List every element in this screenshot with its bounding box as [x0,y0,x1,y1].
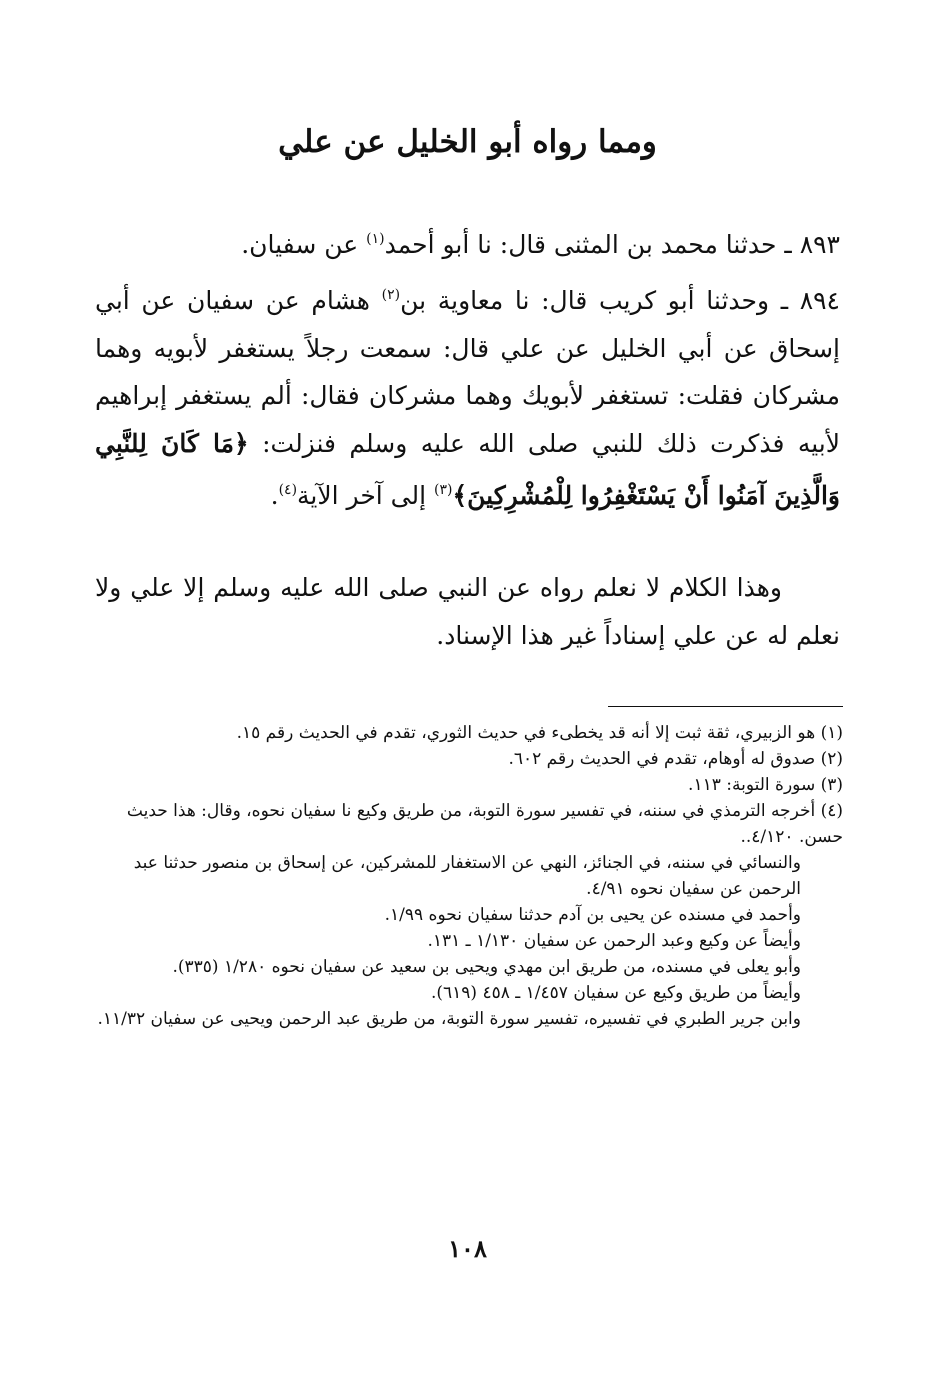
hadith-894-text-b: هشام عن سفيان عن أبي إسحاق عن أبي الخليل عن علي قال: سمعت رجلاً يستغفر لأبويه وهما مشركان فقلت: تستغفر لأبويك وهما مشركان فقال: ألم يستغفر إبراهيم لأبيه فذكرت ذلك للنبي صلى الله عليه وسلم فنزلت: [95,286,840,458]
quran-verse: ﴿مَا كَانَ لِلنَّبِي وَالَّذِينَ آمَنُوا أَنْ يَسْتَغْفِرُوا لِلْمُشْرِكِينَ﴾ [95,428,840,510]
footnote-4: (٤) أخرجه الترمذي في سننه، في تفسير سورة التوبة، من طريق وكيع نا سفيان نحوه، وقال: هذا حديث حسن. ٤/١٢٠.. [126,801,843,847]
page-number: ١٠٨ [448,1234,487,1263]
hadith-894-text-c: إلى آخر الآية [297,481,435,510]
footnote-divider [608,706,843,707]
footnote-ref-3[interactable]: (٣) [434,482,453,498]
footnote-4-nasai: والنسائي في سننه، في الجنائز، النهي عن الاستغفار للمشركين، عن إسحاق بن منصور حدثنا عبد الرحمن عن سفيان نحوه ٤/٩١. [133,853,801,899]
hadith-894-text-d: . [270,481,279,510]
hadith-893-text-b: عن سفيان. [241,230,367,259]
closing-remark: وهذا الكلام لا نعلم رواه عن النبي صلى الله عليه وسلم إلا علي ولا نعلم له عن علي إسناداً غير هذا الإسناد. [95,573,840,650]
hadith-893 [95,216,840,269]
footnote-3: (٣) سورة التوبة: ١١٣. [688,775,843,795]
footnote-ref-1[interactable]: (١) [366,231,385,247]
hadith-893-text-a: ٨٩٣ ـ حدثنا محمد بن المثنى قال: نا أبو أحمد [384,230,840,259]
footnote-4-abu-yala-2: وأيضاً من طريق وكيع عن سفيان ١/٤٥٧ ـ ٤٥٨ (٦١٩). [430,983,801,1003]
footnotes [95,720,843,1032]
section-heading: ومما رواه أبو الخليل عن علي [278,124,657,160]
footnote-2: (٢) صدوق له أوهام، تقدم في الحديث رقم ٦٠٢. [508,749,843,769]
hadith-894 [95,272,840,520]
footnote-4-tabari: وابن جرير الطبري في تفسيره، تفسير سورة التوبة، من طريق عبد الرحمن ويحيى عن سفيان ١١/٣٢. [97,1009,801,1029]
footnote-ref-4[interactable]: (٤) [278,482,298,498]
hadith-894-text-a: ٨٩٤ ـ وحدثنا أبو كريب قال: نا معاوية بن [400,286,840,315]
footnote-4-abu-yala: وأبو يعلى في مسنده، من طريق ابن مهدي ويحيى بن سعيد عن سفيان نحوه ١/٢٨٠ (٣٣٥). [172,957,801,977]
footnote-4-ahmad: وأحمد في مسنده عن يحيى بن آدم حدثنا سفيان نحوه ١/٩٩. [384,905,801,925]
footnote-4-ahmad-2: وأيضاً عن وكيع وعبد الرحمن عن سفيان ١/١٣٠ ـ ١٣١. [427,931,801,951]
footnote-ref-2[interactable]: (٢) [381,287,401,303]
footnote-1: (١) هو الزبيري، ثقة ثبت إلا أنه قد يخطىء في حديث الثوري، تقدم في الحديث رقم ١٥. [236,723,843,743]
